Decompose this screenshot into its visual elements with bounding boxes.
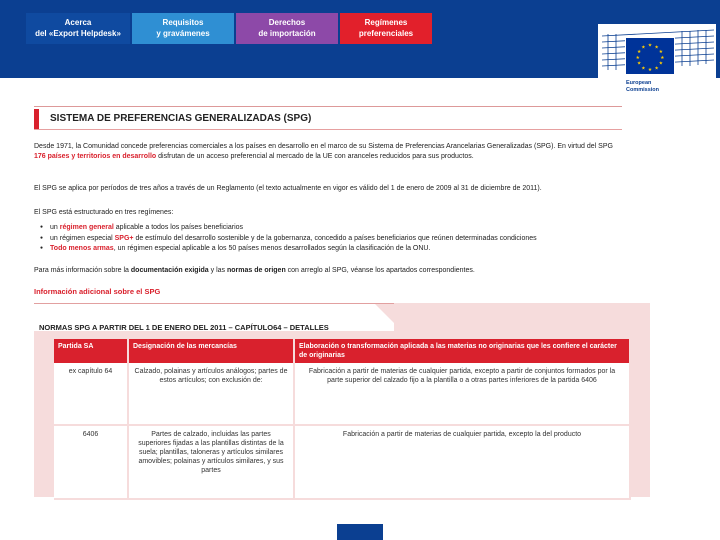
rules-panel bbox=[34, 303, 650, 497]
doc-title-box bbox=[34, 106, 622, 130]
list-item bbox=[40, 234, 537, 245]
intro-text-a: Desde 1971, la Comunidad concede preferencias comerciales a los países en desarrollo en el marco de su Sistema de Preferencias Arancelarias Generalizadas (SPG). En virtud del SPG bbox=[34, 143, 613, 150]
table-row bbox=[54, 425, 630, 499]
tab-label-line2: y gravámenes bbox=[156, 29, 210, 38]
table-header-row bbox=[54, 339, 630, 363]
list-item-post: , un régimen especial aplicable a los 50 países menos desarrollados según la clasificación de la ONU. bbox=[113, 245, 431, 252]
regimes-list bbox=[40, 223, 537, 255]
svg-text:★: ★ bbox=[660, 55, 665, 61]
additional-info-link[interactable]: Información adicional sobre el SPG bbox=[34, 287, 161, 296]
intro-paragraph bbox=[34, 142, 616, 162]
tab-preferential-regimes[interactable] bbox=[340, 13, 432, 44]
svg-text:★: ★ bbox=[654, 45, 659, 51]
list-item bbox=[40, 244, 537, 255]
svg-text:★: ★ bbox=[636, 50, 642, 56]
tab-label-line1: Requisitos bbox=[162, 18, 204, 27]
list-item-highlight: régimen general bbox=[59, 224, 114, 231]
svg-text:★: ★ bbox=[658, 61, 664, 67]
cell-processing: Fabricación a partir de materias de cualquier partida, excepto la del producto bbox=[294, 425, 630, 499]
ec-wordmark bbox=[626, 80, 659, 94]
list-item-post: aplicable a todos los países beneficiarios bbox=[113, 224, 244, 231]
spg-document bbox=[34, 106, 622, 296]
svg-text:★: ★ bbox=[654, 66, 659, 72]
more-info-text-c: y las bbox=[208, 267, 227, 274]
intro-text-c: disfrutan de un acceso preferencial al mercado de la UE con aranceles reducidos para sus productos. bbox=[156, 153, 474, 160]
column-header-description: Designación de las mercancías bbox=[128, 339, 294, 363]
regimes-intro: El SPG está estructurado en tres regímenes: bbox=[34, 209, 174, 216]
cell-processing: Fabricación a partir de materias de cualquier partida, excepto a partir de conjuntos formados por la parte superior del calzado fijo a la plantilla o a otras partes inferiores de la partida 6406 bbox=[294, 363, 630, 425]
cell-hs-code: ex capítulo 64 bbox=[54, 363, 128, 425]
list-item-pre: un bbox=[50, 224, 60, 231]
more-info-text-a: Para más información sobre la bbox=[34, 267, 131, 274]
list-item bbox=[40, 223, 537, 234]
tab-label-line2: de importación bbox=[258, 29, 316, 38]
header-divider bbox=[34, 303, 394, 304]
tab-label-line1: Acerca bbox=[64, 18, 92, 27]
tab-import-duties[interactable] bbox=[236, 13, 338, 44]
tab-requirements-taxes[interactable] bbox=[132, 13, 234, 44]
svg-text:★: ★ bbox=[647, 43, 653, 49]
cell-description: Calzado, polainas y artículos análogos; partes de estos artículos; con exclusión de: bbox=[128, 363, 294, 425]
nav-tabs bbox=[26, 13, 432, 44]
svg-text:★: ★ bbox=[641, 66, 646, 72]
column-header-processing: Elaboración o transformación aplicada a las materias no originarias que les confiere el carácter de originarias bbox=[294, 339, 630, 363]
rules-table bbox=[54, 339, 631, 500]
intro-highlight: 176 países y territorios en desarrollo bbox=[34, 153, 157, 160]
rules-title: NORMAS SPG A PARTIR DEL 1 DE ENERO DEL 2011 – CAPÍTULO64 – DETALLES bbox=[39, 323, 329, 332]
ec-wordmark-line2: Commission bbox=[626, 87, 660, 93]
list-item-post: de estímulo del desarrollo sostenible y de la gobernanza, concedido a países beneficiarios que reúnen determinadas condiciones bbox=[133, 234, 537, 242]
eu-flag-icon bbox=[625, 37, 675, 75]
cell-description: Partes de calzado, incluidas las partes superiores fijadas a las plantillas distintas de la suela; plantillas, taloneras y artículos similares amovibles; polainas y artículos similares, y sus partes bbox=[128, 425, 294, 499]
tab-label-line1: Derechos bbox=[268, 18, 306, 27]
svg-text:★: ★ bbox=[635, 55, 640, 61]
more-info-text-e: con arreglo al SPG, véanse los apartados correspondientes. bbox=[285, 267, 475, 274]
more-info-paragraph bbox=[34, 266, 475, 276]
svg-text:★: ★ bbox=[641, 45, 646, 51]
title-accent-bar bbox=[34, 109, 39, 129]
svg-text:★: ★ bbox=[658, 50, 664, 56]
svg-text:★: ★ bbox=[647, 68, 653, 74]
list-item-highlight: Todo menos armas bbox=[50, 245, 114, 252]
tab-about-export-helpdesk[interactable] bbox=[26, 13, 130, 44]
tab-label-line2: preferenciales bbox=[358, 29, 414, 38]
european-commission-logo bbox=[598, 24, 716, 98]
bottom-slide-tab bbox=[337, 524, 383, 540]
list-item-pre: un régimen especial bbox=[50, 234, 115, 242]
ec-wordmark-line1: European bbox=[626, 80, 652, 86]
list-item-highlight: SPG+ bbox=[114, 234, 134, 242]
documentation-link[interactable]: documentación exigida bbox=[130, 267, 209, 274]
period-paragraph: El SPG se aplica por períodos de tres años a través de un Reglamento (el texto actualmente en vigor es válido del 1 de enero de 2009 al 31 de diciembre de 2011). bbox=[34, 185, 542, 192]
column-header-hs-code: Partida SA bbox=[54, 339, 128, 363]
rules-of-origin-link[interactable]: normas de origen bbox=[226, 267, 286, 274]
cell-hs-code: 6406 bbox=[54, 425, 128, 499]
tab-label-line2: del «Export Helpdesk» bbox=[35, 29, 121, 38]
svg-text:★: ★ bbox=[636, 61, 642, 67]
tab-label-line1: Regímenes bbox=[364, 18, 408, 27]
page-title: SISTEMA DE PREFERENCIAS GENERALIZADAS (SPG) bbox=[50, 113, 312, 124]
table-row bbox=[54, 363, 630, 425]
